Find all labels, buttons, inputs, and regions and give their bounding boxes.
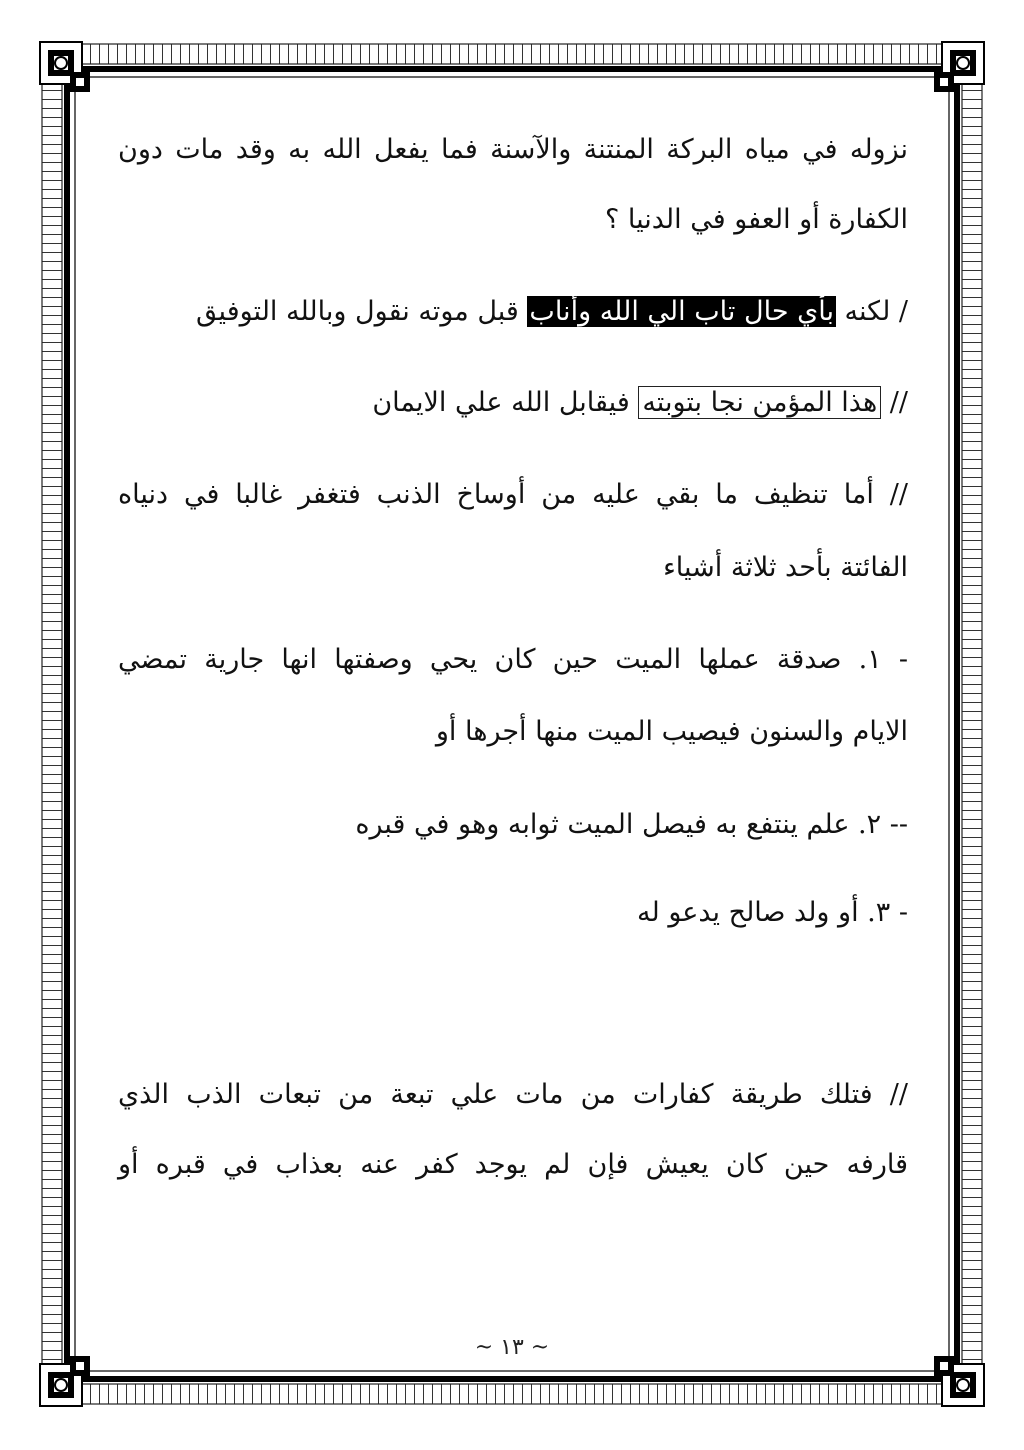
list-item-2: -- ٢. علم ينتفع به فيصل الميت ثوابه وهو في قبره (355, 809, 908, 840)
corner-ornament-bottom-left (40, 1356, 90, 1406)
list-item-1-line-2: الايام والسنون فيصيب الميت منها أجرها أو (435, 716, 908, 747)
paragraph-5-line-1: // فتلك طريقة كفارات من مات علي تبعة من تبعات الذب الذي (118, 1079, 908, 1110)
paragraph-3-suffix: فيقابل الله علي الايمان (372, 387, 639, 418)
paragraph-5-line-2: قارفه حين كان يعيش فإن لم يوجد كفر عنه بعذاب في قبره أو (118, 1149, 908, 1180)
paragraph-2 (118, 292, 908, 332)
list-item-1-line-1: - ١. صدقة عملها الميت حين كان يحي وصفتها انها جارية تمضي (118, 644, 908, 675)
paragraph-4-line-2: الفائتة بأحد ثلاثة أشياء (663, 552, 908, 583)
corner-ornament-top-right (934, 42, 984, 92)
corner-ornament-top-left (40, 42, 90, 92)
paragraph-2-suffix: قبل موته نقول وبالله التوفيق (196, 296, 528, 327)
boxed-phrase: هذا المؤمن نجا بتوبته (638, 386, 881, 419)
highlighted-phrase: بأي حال تاب الي الله وأناب (529, 296, 834, 327)
list-item-3: - ٣. أو ولد صالح يدعو له (637, 897, 908, 928)
paragraph-4-line-1: // أما تنظيف ما بقي عليه من أوساخ الذنب فتغفر غالبا في دنياه (118, 479, 908, 510)
paragraph-3 (118, 383, 908, 423)
paragraph-1-line-2: الكفارة أو العفو في الدنيا ؟ (604, 204, 908, 235)
paragraph-1-line-1: نزوله في مياه البركة المنتنة والآسنة فما يفعل الله به وقد مات دون (118, 134, 908, 165)
page-number: ~ ١٣ ~ (474, 1335, 550, 1360)
paragraph-2-prefix: / لكنه (835, 296, 908, 327)
corner-ornament-bottom-right (934, 1356, 984, 1406)
paragraph-3-prefix: // (881, 387, 908, 418)
